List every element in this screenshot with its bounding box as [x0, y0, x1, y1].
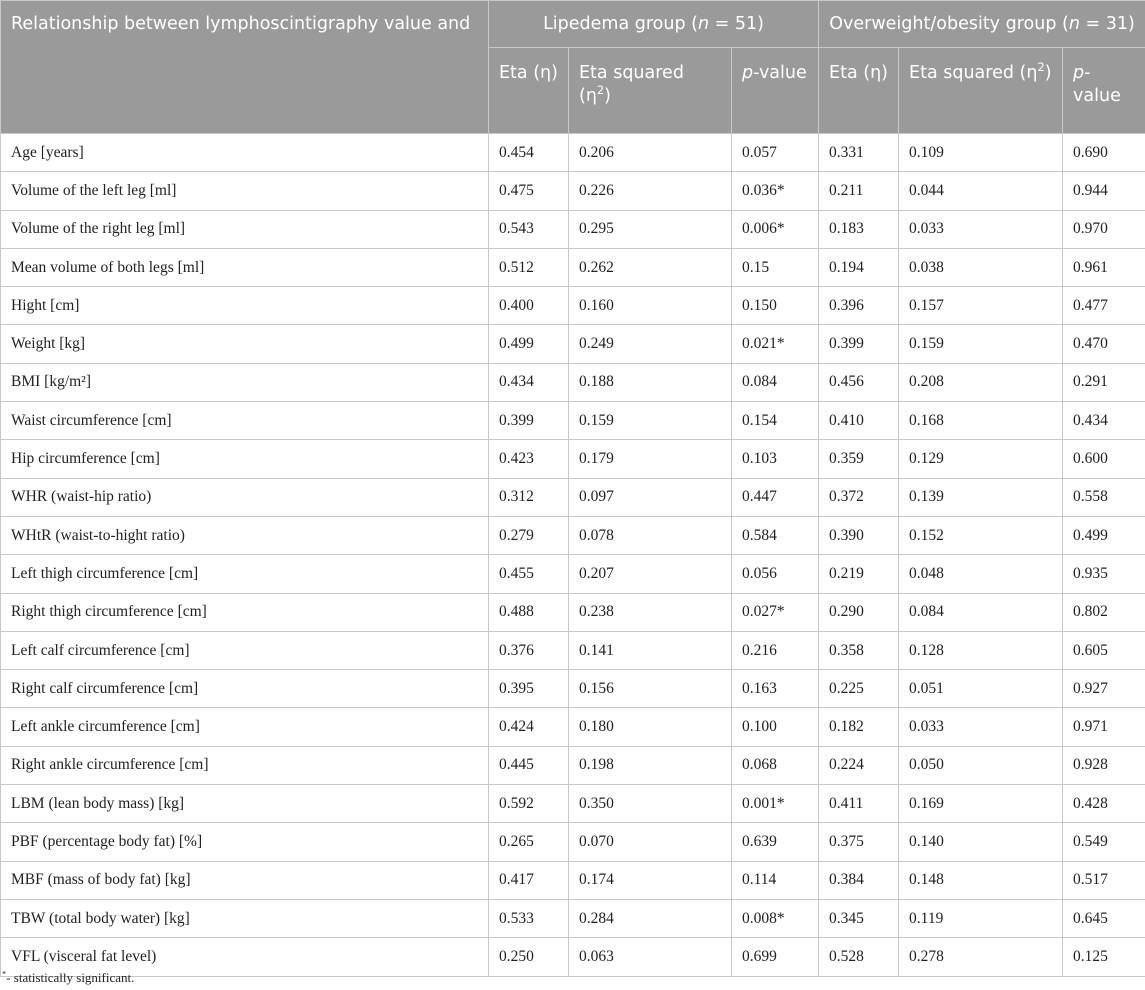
row-label: TBW (total body water) [kg]	[1, 899, 489, 937]
table-row	[1, 134, 1145, 172]
lipedema-eta-squared-cell: 0.070	[569, 823, 732, 861]
table-row	[1, 861, 1145, 899]
lipedema-eta-squared-cell: 0.207	[569, 555, 732, 593]
lipedema-p-value-cell: 0.001*	[732, 785, 819, 823]
overweight-eta-cell: 0.396	[819, 287, 899, 325]
lipedema-eta-cell: 0.455	[489, 555, 569, 593]
overweight-eta-cell: 0.194	[819, 248, 899, 286]
lipedema-eta-header: Eta (η)	[489, 48, 569, 134]
overweight-eta-squared-cell: 0.044	[899, 172, 1063, 210]
lipedema-eta-squared-cell: 0.206	[569, 134, 732, 172]
overweight-eta-squared-cell: 0.084	[899, 593, 1063, 631]
table-row	[1, 823, 1145, 861]
lipedema-eta-squared-cell: 0.141	[569, 631, 732, 669]
overweight-eta-squared-cell: 0.129	[899, 440, 1063, 478]
overweight-p-value-cell: 0.802	[1063, 593, 1145, 631]
overweight-eta-squared-cell: 0.051	[899, 670, 1063, 708]
overweight-p-value-cell: 0.970	[1063, 210, 1145, 248]
overweight-p-value-header: p- value	[1063, 48, 1145, 134]
lipedema-eta-squared-cell: 0.174	[569, 861, 732, 899]
row-label: Volume of the left leg [ml]	[1, 172, 489, 210]
overweight-p-value-cell: 0.499	[1063, 516, 1145, 554]
lipedema-eta-cell: 0.499	[489, 325, 569, 363]
lipedema-eta-cell: 0.423	[489, 440, 569, 478]
overweight-eta-cell: 0.358	[819, 631, 899, 669]
overweight-eta-squared-cell: 0.208	[899, 363, 1063, 401]
lipedema-eta-cell: 0.279	[489, 516, 569, 554]
overweight-eta-squared-cell: 0.038	[899, 248, 1063, 286]
overweight-p-value-cell: 0.971	[1063, 708, 1145, 746]
overweight-eta-cell: 0.372	[819, 478, 899, 516]
lipedema-eta-squared-header: Eta squared $(\eta^2)$	[569, 48, 732, 134]
overweight-p-value-cell: 0.928	[1063, 746, 1145, 784]
overweight-eta-cell: 0.384	[819, 861, 899, 899]
overweight-eta-cell: 0.224	[819, 746, 899, 784]
table-row	[1, 363, 1145, 401]
lipedema-p-value-cell: 0.006*	[732, 210, 819, 248]
table-row	[1, 746, 1145, 784]
overweight-eta-cell: 0.345	[819, 899, 899, 937]
table-row	[1, 172, 1145, 210]
lipedema-p-value-cell: 0.103	[732, 440, 819, 478]
row-label: Volume of the right leg [ml]	[1, 210, 489, 248]
overweight-eta-cell: 0.211	[819, 172, 899, 210]
overweight-eta-cell: 0.331	[819, 134, 899, 172]
lipedema-eta-cell: 0.376	[489, 631, 569, 669]
overweight-eta-squared-cell: 0.109	[899, 134, 1063, 172]
overweight-p-value-cell: 0.690	[1063, 134, 1145, 172]
overweight-p-value-cell: 0.517	[1063, 861, 1145, 899]
lipedema-eta-cell: 0.592	[489, 785, 569, 823]
overweight-p-value-cell: 0.291	[1063, 363, 1145, 401]
lipedema-eta-cell: 0.475	[489, 172, 569, 210]
table-header	[1, 1, 1145, 134]
overweight-eta-squared-cell: 0.157	[899, 287, 1063, 325]
table-row	[1, 631, 1145, 669]
lipedema-p-value-cell: 0.036*	[732, 172, 819, 210]
overweight-eta-squared-cell: 0.128	[899, 631, 1063, 669]
overweight-eta-squared-cell: 0.148	[899, 861, 1063, 899]
overweight-p-value-cell: 0.600	[1063, 440, 1145, 478]
row-label: Hip circumference [cm]	[1, 440, 489, 478]
lipedema-p-value-cell: 0.447	[732, 478, 819, 516]
lipedema-p-value-cell: 0.100	[732, 708, 819, 746]
lipedema-eta-cell: 0.488	[489, 593, 569, 631]
row-label: Mean volume of both legs [ml]	[1, 248, 489, 286]
overweight-p-value-cell: 0.927	[1063, 670, 1145, 708]
overweight-eta-squared-cell: 0.140	[899, 823, 1063, 861]
overweight-p-value-cell: 0.477	[1063, 287, 1145, 325]
overweight-eta-cell: 0.390	[819, 516, 899, 554]
lipedema-p-value-cell: 0.584	[732, 516, 819, 554]
overweight-eta-cell: 0.375	[819, 823, 899, 861]
row-label: LBM (lean body mass) [kg]	[1, 785, 489, 823]
table-row	[1, 708, 1145, 746]
lipedema-eta-squared-cell: 0.180	[569, 708, 732, 746]
table-row	[1, 899, 1145, 937]
lipedema-eta-cell: 0.417	[489, 861, 569, 899]
table-row	[1, 210, 1145, 248]
lipedema-eta-cell: 0.250	[489, 938, 569, 976]
lipedema-eta-cell: 0.512	[489, 248, 569, 286]
lipedema-eta-squared-cell: 0.262	[569, 248, 732, 286]
lipedema-eta-squared-cell: 0.063	[569, 938, 732, 976]
lipedema-eta-cell: 0.265	[489, 823, 569, 861]
overweight-p-value-cell: 0.434	[1063, 402, 1145, 440]
lipedema-eta-cell: 0.454	[489, 134, 569, 172]
overweight-eta-cell: 0.456	[819, 363, 899, 401]
row-label: WHR (waist-hip ratio)	[1, 478, 489, 516]
footnote: *- statistically significant.	[2, 968, 135, 985]
lipedema-p-value-cell: 0.084	[732, 363, 819, 401]
lipedema-eta-squared-cell: 0.188	[569, 363, 732, 401]
lipedema-p-value-cell: 0.057	[732, 134, 819, 172]
lipedema-p-value-cell: 0.056	[732, 555, 819, 593]
lipedema-eta-squared-cell: 0.179	[569, 440, 732, 478]
overweight-p-value-cell: 0.428	[1063, 785, 1145, 823]
overweight-eta-squared-cell: 0.033	[899, 210, 1063, 248]
overweight-eta-squared-cell: 0.050	[899, 746, 1063, 784]
table-row	[1, 516, 1145, 554]
overweight-p-value-cell: 0.645	[1063, 899, 1145, 937]
row-label: Right calf circumference [cm]	[1, 670, 489, 708]
table-row	[1, 478, 1145, 516]
lipedema-p-value-cell: 0.027*	[732, 593, 819, 631]
overweight-eta-squared-cell: 0.033	[899, 708, 1063, 746]
overweight-eta-cell: 0.219	[819, 555, 899, 593]
lipedema-eta-squared-cell: 0.156	[569, 670, 732, 708]
overweight-p-value-cell: 0.605	[1063, 631, 1145, 669]
overweight-p-value-cell: 0.470	[1063, 325, 1145, 363]
overweight-eta-cell: 0.183	[819, 210, 899, 248]
overweight-eta-cell: 0.410	[819, 402, 899, 440]
row-label: Age [years]	[1, 134, 489, 172]
lipedema-eta-cell: 0.434	[489, 363, 569, 401]
lipedema-eta-cell: 0.445	[489, 746, 569, 784]
row-label: Weight [kg]	[1, 325, 489, 363]
overweight-p-value-cell: 0.549	[1063, 823, 1145, 861]
table-row	[1, 248, 1145, 286]
row-label: Right ankle circumference [cm]	[1, 746, 489, 784]
overweight-p-value-cell: 0.558	[1063, 478, 1145, 516]
row-label: Waist circumference [cm]	[1, 402, 489, 440]
lipedema-p-value-cell: 0.068	[732, 746, 819, 784]
lipedema-eta-cell: 0.424	[489, 708, 569, 746]
table-row	[1, 402, 1145, 440]
overweight-p-value-cell: 0.944	[1063, 172, 1145, 210]
row-label: Right thigh circumference [cm]	[1, 593, 489, 631]
table-row	[1, 555, 1145, 593]
overweight-p-value-cell: 0.935	[1063, 555, 1145, 593]
lipedema-eta-cell: 0.400	[489, 287, 569, 325]
overweight-eta-squared-cell: 0.139	[899, 478, 1063, 516]
table-body	[1, 134, 1145, 977]
lipedema-p-value-cell: 0.216	[732, 631, 819, 669]
overweight-eta-header: Eta (η)	[819, 48, 899, 134]
lipedema-eta-squared-cell: 0.295	[569, 210, 732, 248]
table-row	[1, 938, 1145, 976]
row-label-header: Relationship between lymphoscintigraphy value and	[1, 1, 489, 134]
row-label: Left ankle circumference [cm]	[1, 708, 489, 746]
row-label: Hight [cm]	[1, 287, 489, 325]
overweight-eta-cell: 0.182	[819, 708, 899, 746]
lipedema-eta-cell: 0.533	[489, 899, 569, 937]
overweight-eta-cell: 0.528	[819, 938, 899, 976]
lipedema-p-value-cell: 0.008*	[732, 899, 819, 937]
overweight-eta-squared-cell: 0.119	[899, 899, 1063, 937]
overweight-eta-cell: 0.290	[819, 593, 899, 631]
lipedema-p-value-cell: 0.114	[732, 861, 819, 899]
row-label: VFL (visceral fat level)	[1, 938, 489, 976]
overweight-eta-squared-cell: 0.048	[899, 555, 1063, 593]
lipedema-eta-squared-cell: 0.160	[569, 287, 732, 325]
overweight-eta-squared-cell: 0.278	[899, 938, 1063, 976]
table-row	[1, 287, 1145, 325]
row-label: MBF (mass of body fat) [kg]	[1, 861, 489, 899]
lipedema-eta-squared-cell: 0.350	[569, 785, 732, 823]
lipedema-group-header: Lipedema group (n = 51)	[489, 1, 819, 48]
lipedema-p-value-header: p-value	[732, 48, 819, 134]
lipedema-eta-squared-cell: 0.226	[569, 172, 732, 210]
lipedema-p-value-cell: 0.699	[732, 938, 819, 976]
table-row	[1, 325, 1145, 363]
lipedema-eta-squared-cell: 0.249	[569, 325, 732, 363]
lipedema-p-value-cell: 0.163	[732, 670, 819, 708]
overweight-eta-squared-cell: 0.168	[899, 402, 1063, 440]
lipedema-eta-cell: 0.543	[489, 210, 569, 248]
overweight-eta-cell: 0.411	[819, 785, 899, 823]
row-label: PBF (percentage body fat) [%]	[1, 823, 489, 861]
overweight-eta-cell: 0.359	[819, 440, 899, 478]
lipedema-p-value-cell: 0.021*	[732, 325, 819, 363]
table-row	[1, 785, 1145, 823]
table-row	[1, 670, 1145, 708]
row-label: Left thigh circumference [cm]	[1, 555, 489, 593]
overweight-eta-cell: 0.399	[819, 325, 899, 363]
lipedema-eta-squared-cell: 0.198	[569, 746, 732, 784]
row-label: Left calf circumference [cm]	[1, 631, 489, 669]
lipedema-eta-squared-cell: 0.238	[569, 593, 732, 631]
overweight-p-value-cell: 0.961	[1063, 248, 1145, 286]
overweight-eta-squared-header: Eta squared $(\eta^2)$	[899, 48, 1063, 134]
lipedema-p-value-cell: 0.150	[732, 287, 819, 325]
lipedema-eta-cell: 0.395	[489, 670, 569, 708]
lipedema-eta-squared-cell: 0.078	[569, 516, 732, 554]
lipedema-eta-squared-cell: 0.159	[569, 402, 732, 440]
row-label: WHtR (waist-to-hight ratio)	[1, 516, 489, 554]
lipedema-eta-squared-cell: 0.284	[569, 899, 732, 937]
overweight-eta-squared-cell: 0.159	[899, 325, 1063, 363]
overweight-group-header: Overweight/obesity group (n = 31)	[819, 1, 1145, 48]
table-row	[1, 593, 1145, 631]
overweight-eta-squared-cell: 0.169	[899, 785, 1063, 823]
lipedema-p-value-cell: 0.15	[732, 248, 819, 286]
lipedema-eta-squared-cell: 0.097	[569, 478, 732, 516]
overweight-eta-cell: 0.225	[819, 670, 899, 708]
table-row	[1, 440, 1145, 478]
row-label: BMI [kg/m²]	[1, 363, 489, 401]
lipedema-eta-cell: 0.312	[489, 478, 569, 516]
overweight-eta-squared-cell: 0.152	[899, 516, 1063, 554]
lipedema-eta-cell: 0.399	[489, 402, 569, 440]
overweight-p-value-cell: 0.125	[1063, 938, 1145, 976]
lipedema-p-value-cell: 0.639	[732, 823, 819, 861]
lipedema-p-value-cell: 0.154	[732, 402, 819, 440]
